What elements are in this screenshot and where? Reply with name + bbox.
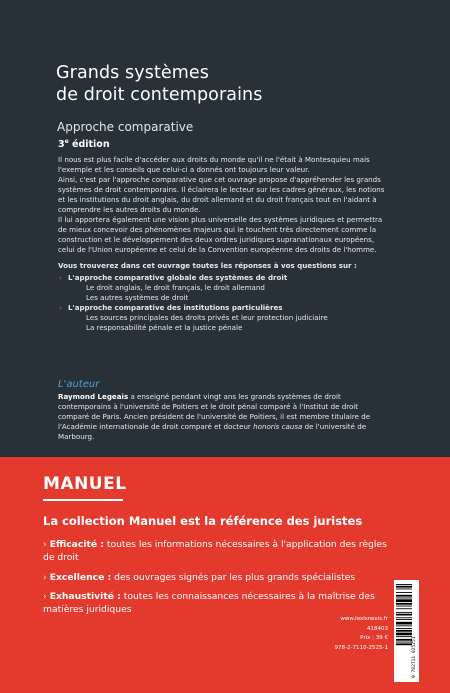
barcode-bar <box>396 633 412 636</box>
barcode-bar <box>396 636 412 637</box>
logo-underline <box>43 499 123 501</box>
barcode-bar <box>396 599 412 602</box>
question-item: Le droit anglais, le droit français, le droit allemand <box>86 283 265 292</box>
chevron-right-icon: › <box>59 303 62 312</box>
chevron-right-icon: › <box>59 273 62 282</box>
barcode-bar <box>396 589 412 590</box>
paragraph-3: Il lui apportera également une vision plus universelle des systèmes juridiques et permettra de mieux concevoir des phénomènes majeurs qui le touchent très directement comme la construction et le développement des deux ordres juridiques supranationaux européens, celui de l'Union européenne et celui de la Convention européenne des droits de l'homme. <box>58 215 383 254</box>
barcode-bar <box>396 628 412 629</box>
question-item: Les autres systèmes de droit <box>86 293 189 302</box>
feature-key: Exhaustivité : <box>49 591 121 602</box>
author-bio <box>58 392 390 442</box>
barcode-digits: 9 782711 025251 <box>412 636 417 678</box>
barcode-bar <box>396 625 412 626</box>
paragraph-1: Il nous est plus facile d'accéder aux droits du monde qu'il ne l'était à Montesquieu mais l'exemple et les conseils que celui-ci a donnés ont toujours leur valeur. <box>58 155 370 174</box>
edition <box>58 138 110 150</box>
author-bio-text-1: a enseigné pendant vingt ans les grands systèmes de droit contemporains à l'université de Poitiers et le droit pénal comparé à l'Institut de droit comparé de Paris. Ancien président de l'université de Poitiers, il est membre titulaire de l'Académie internationale de droit comparé et docteur <box>58 392 371 431</box>
barcode-bar <box>396 586 412 588</box>
barcode-bar <box>396 603 412 605</box>
book-subtitle: Approche comparative <box>57 120 194 134</box>
title-line-2: de droit contemporains <box>56 85 263 105</box>
isbn: 978-2-7110-2525-1 <box>334 644 388 651</box>
collection-logo: MANUEL <box>43 474 127 494</box>
barcode-bar <box>396 619 412 620</box>
arrow-right-icon: › <box>43 539 47 550</box>
questions-lead: Vous trouverez dans cet ouvrage toutes les réponses à vos questions sur : <box>58 261 357 270</box>
author-bio-italic: honoris causa <box>253 422 303 431</box>
feature-text: toutes les connaissances nécessaires à la maîtrise des matières juridiques <box>43 591 375 615</box>
author-bio-text-2: de l'université de Marbourg. <box>58 422 367 441</box>
barcode-bar <box>396 639 412 641</box>
publisher-info <box>328 615 388 653</box>
feature-key: Efficacité : <box>49 539 104 550</box>
barcode-bar <box>396 642 412 643</box>
arrow-right-icon: › <box>43 591 47 602</box>
product-code: 418403 <box>367 625 388 632</box>
author-heading: L'auteur <box>58 379 100 390</box>
barcode-bar <box>396 622 412 625</box>
barcode-bar <box>396 630 412 632</box>
author-name: Raymond Legeais <box>58 392 129 401</box>
collection-tagline: La collection Manuel est la référence des juristes <box>43 514 363 528</box>
question-list <box>58 273 388 333</box>
price: Prix : 39 € <box>360 635 388 641</box>
feature-text: toutes les informations nécessaires à l'application des règles de droit <box>43 539 387 563</box>
arrow-right-icon: › <box>43 572 47 583</box>
barcode-bar <box>396 643 412 645</box>
barcode-bar <box>396 614 412 616</box>
question-heading-2-text: L'approche comparative des institutions particulières <box>68 303 283 312</box>
question-item: La responsabilité pénale et la justice pénale <box>86 323 243 332</box>
barcode-bar <box>396 608 412 609</box>
feature-excellence <box>43 571 388 584</box>
barcode-bar <box>396 606 412 607</box>
edition-number: 3 <box>58 139 65 151</box>
publisher-url: www.lexisnexis.fr <box>340 616 388 622</box>
title-line-1: Grands systèmes <box>56 63 210 83</box>
barcode-bar <box>396 617 412 618</box>
barcode-graphic <box>394 580 419 682</box>
barcode-bar <box>396 598 412 599</box>
book-title <box>56 62 262 106</box>
question-heading-1-text: L'approche comparative globale des systèmes de droit <box>68 273 288 282</box>
feature-efficacite <box>43 538 388 564</box>
question-heading-1 <box>58 273 388 283</box>
question-heading-2 <box>58 303 388 313</box>
barcode-bar <box>396 612 412 613</box>
barcode-bar <box>396 592 412 593</box>
edition-superscript: e <box>64 138 69 145</box>
description <box>58 155 388 333</box>
feature-key: Excellence : <box>49 572 112 583</box>
paragraph-2: Ainsi, c'est par l'approche comparative que cet ouvrage propose d'appréhender les grands systèmes de droit contemporains. Il éclairera le lecteur sur les cadres généraux, les notions et les institutions du droit anglais, du droit allemand et du droit français tout en l'aidant à comprendre les autres droits du monde. <box>58 175 385 214</box>
feature-text: des ouvrages signés par les plus grands spécialistes <box>111 572 356 583</box>
feature-exhaustivite <box>43 590 388 616</box>
barcode-bar <box>396 595 412 597</box>
barcode <box>394 580 419 682</box>
barcode-bar <box>396 584 412 585</box>
question-item: Les sources principales des droits privés et leur protection judiciaire <box>86 313 328 322</box>
edition-word: édition <box>68 139 110 151</box>
